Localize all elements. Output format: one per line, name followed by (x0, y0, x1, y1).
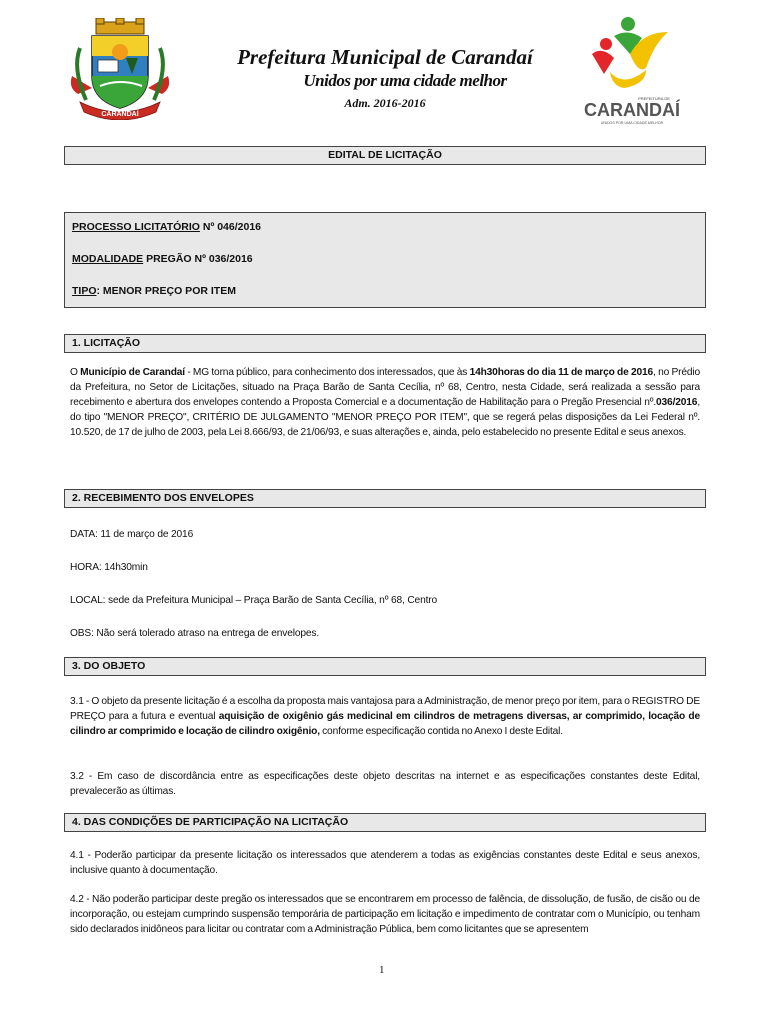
letterhead (0, 0, 770, 140)
municipal-crest (66, 18, 174, 120)
edital-title: EDITAL DE LICITAÇÃO (328, 149, 442, 161)
process-info-box (64, 212, 706, 308)
section-4-title: 4. DAS CONDIÇÕES DE PARTICIPAÇÃO NA LICITAÇÃO (72, 816, 349, 828)
s1-text-d: 14h30horas do dia 11 de março de 2016 (469, 367, 654, 378)
modalidade-label: MODALIDADE (72, 253, 144, 265)
section-3-paragraph-1 (70, 694, 700, 739)
s1-text-g: , do tipo "MENOR PREÇO", CRITÉRIO DE JULGAMENTO "MENOR PREÇO POR ITEM", que se regerá pelas disposições da Lei Federal nº. 10.520, de 17 de julho de 2003, pela Lei 8.666/93, de 21/06/93, e suas alterações e, ainda, pelo estabelecido no presente Edital e seus anexos. (70, 397, 700, 438)
receipt-location: LOCAL: sede da Prefeitura Municipal – Praça Barão de Santa Cecília, nº 68, Centro (70, 595, 438, 606)
page-number: 1 (379, 964, 385, 976)
section-3-paragraph-2: 3.2 - Em caso de discordância entre as especificações deste objeto descritas na internet e as especificações constantes deste Edital, prevalecerão as últimas. (70, 771, 700, 797)
processo-value: Nº 046/2016 (199, 221, 261, 233)
s3-text-c: conforme especificação contida no Anexo I deste Edital. (319, 726, 563, 737)
section-4-paragraph-2: 4.2 - Não poderão participar deste pregão os interessados que se encontrarem em processo de falência, de dissolução, de fusão, de cisão ou de incorporação, ou estejam cumprindo suspensão temporária de participação em licitação e impedimento de contratar com o Município, ou tenham sido declarados inidôneos para licitar ou contratar com a Administração Pública, bem como licitantes que se apresentem (70, 894, 700, 935)
processo-line (72, 221, 261, 233)
s1-text-a: O (70, 367, 81, 378)
processo-label: PROCESSO LICITATÓRIO (72, 221, 200, 233)
modalidade-value: PREGÃO Nº 036/2016 (143, 253, 253, 265)
section-3-title: 3. DO OBJETO (72, 660, 146, 672)
page-title: Prefeitura Municipal de Carandaí (237, 45, 533, 69)
section-1-paragraph (70, 365, 700, 440)
crest-ribbon-text: CARANDAÍ (101, 111, 139, 118)
section-2-title: 2. RECEBIMENTO DOS ENVELOPES (72, 492, 254, 504)
edital-title-bar (64, 146, 706, 165)
tipo-label: TIPO (72, 285, 97, 297)
logo-tagline: UNIDOS POR UMA CIDADE MELHOR (600, 121, 664, 125)
s3-text-b: aquisição de oxigênio gás medicinal em cilindros de metragens diversas, ar comprimido, locação de cilindro ar comprimido e locação de cilindro oxigênio, (70, 711, 700, 737)
s3-text-a: 3.1 - O objeto da presente licitação é a escolha da proposta mais vantajosa para a Administração, de menor preço por item, para o REGISTRO DE PREÇO para a futura e eventual (70, 696, 700, 722)
receipt-note: OBS: Não será tolerado atraso na entrega de envelopes. (70, 628, 320, 639)
tipo-line (72, 285, 236, 297)
receipt-date: DATA: 11 de março de 2016 (70, 529, 194, 540)
carandai-logo (584, 14, 680, 130)
section-2-heading (64, 489, 706, 508)
section-1-heading (64, 334, 706, 353)
modalidade-line (72, 253, 253, 265)
letterhead-title-block (200, 44, 570, 112)
receipt-time: HORA: 14h30min (70, 562, 148, 573)
s1-text-b: Município de Carandaí (80, 367, 185, 378)
logo-small-text: PREFEITURA DE (638, 96, 670, 101)
section-4-paragraph-1: 4.1 - Poderão participar da presente licitação os interessados que atenderem a todas as exigências constantes deste Edital e seus anexos, inclusive quanto à documentação. (70, 850, 700, 876)
section-1-title: 1. LICITAÇÃO (72, 337, 141, 349)
administration-period: Adm. 2016-2016 (344, 96, 426, 110)
section-4-heading (64, 813, 706, 832)
logo-big-text: CARANDAÍ (584, 100, 680, 120)
slogan: Unidos por uma cidade melhor (303, 71, 507, 90)
tipo-value: : MENOR PREÇO POR ITEM (96, 285, 236, 297)
s1-text-f: 036/2016 (656, 397, 698, 408)
s1-text-e: , no Prédio da Prefeitura, no Setor de Licitações, situado na Praça Barão de Santa Cecília, nº 68, Centro, nesta Cidade, será realizada a sessão para recebimento e abertura dos envelopes contendo a Proposta Comercial e a documentação de Habilitação para o Pregão Presencial nº. (70, 367, 701, 408)
s1-text-c: - MG torna público, para conhecimento dos interessados, que às (184, 367, 470, 378)
section-3-heading (64, 657, 706, 676)
